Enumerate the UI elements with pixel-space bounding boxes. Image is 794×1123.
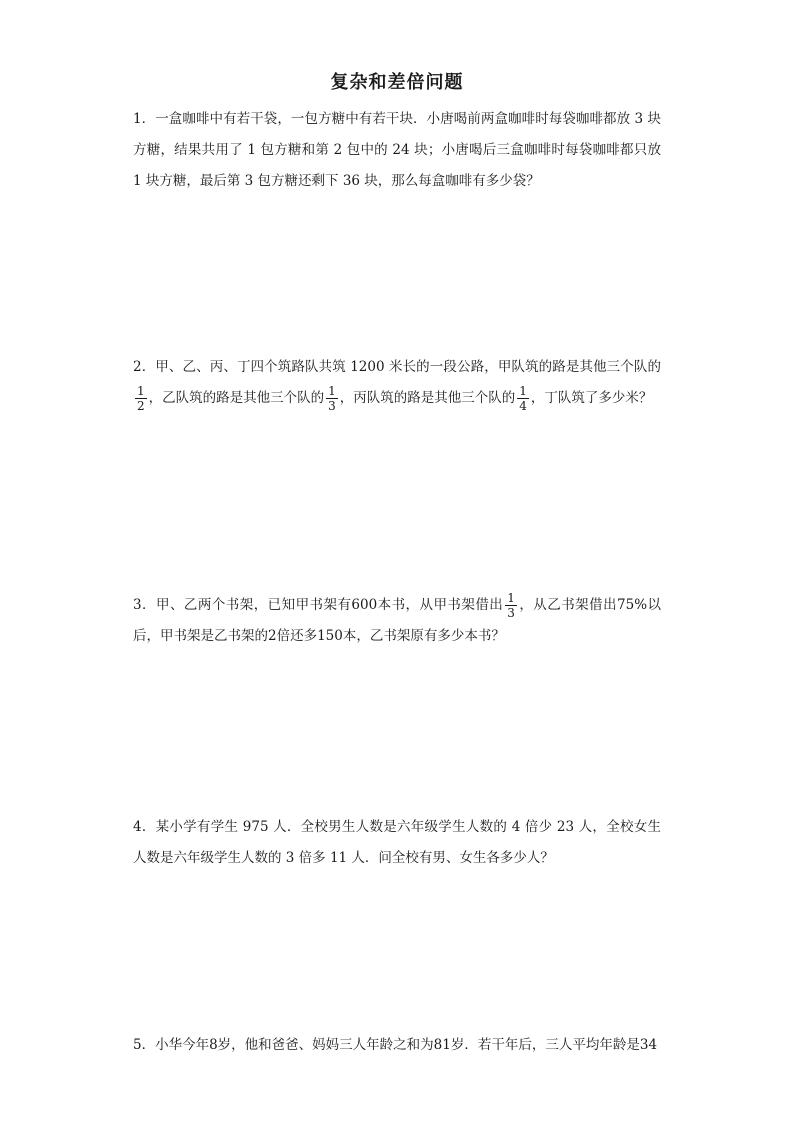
problem-5 <box>133 1030 661 1061</box>
fraction-one-third <box>505 591 517 620</box>
fraction-numerator: 1 <box>328 384 336 398</box>
problem-2-text-part-3: ，丙队筑的路是其他三个队的 <box>339 390 516 406</box>
problem-2 <box>133 352 661 414</box>
problem-4-text: 4．某小学有学生 975 人．全校男生人数是六年级学生人数的 4 倍少 23 人，全校女生人数是六年级学生人数的 3 倍多 11 人．问全校有男、女生各多少人？ <box>133 819 661 866</box>
fraction-numerator: 1 <box>137 384 145 398</box>
fraction-one-quarter <box>517 384 529 413</box>
problem-4 <box>133 812 661 874</box>
fraction-denominator: 3 <box>328 399 336 413</box>
fraction-numerator: 1 <box>507 591 515 605</box>
fraction-numerator: 1 <box>519 384 527 398</box>
problem-2-text-part-4: ，丁队筑了多少米？ <box>530 390 653 406</box>
fraction-one-half <box>135 384 147 413</box>
fraction-denominator: 3 <box>507 606 515 620</box>
problem-3 <box>133 590 661 652</box>
problem-1-text: 1．一盒咖啡中有若干袋，一包方糖中有若干块．小唐喝前两盒咖啡时每袋咖啡都放 3 块方糖，结果共用了 1 包方糖和第 2 包中的 24 块；小唐喝后三盒咖啡时每袋咖啡都只放 1 块方糖，最后第 3 包方糖还剩下 36 块，那么每盒咖啡有多少袋？ <box>133 111 661 189</box>
problem-1 <box>133 104 661 197</box>
problem-3-text-part-2: ，从乙书架借出75%以后，甲书架是乙书架的2倍还多150本，乙书架原有多少本书？ <box>133 597 661 644</box>
fraction-one-third <box>326 384 338 413</box>
fraction-denominator: 2 <box>137 399 145 413</box>
problem-3-text-part-1: 3．甲、乙两个书架，已知甲书架有600本书，从甲书架借出 <box>133 597 504 613</box>
problem-2-text-part-1: 2．甲、乙、丙、丁四个筑路队共筑 1200 米长的一段公路，甲队筑的路是其他三个队的 <box>133 359 661 375</box>
problem-2-text-part-2: ，乙队筑的路是其他三个队的 <box>148 390 325 406</box>
problem-5-text: 5．小华今年8岁，他和爸爸、妈妈三人年龄之和为81岁．若干年后，三人平均年龄是34 <box>133 1037 658 1053</box>
page-title: 复杂和差倍问题 <box>330 72 464 93</box>
fraction-denominator: 4 <box>519 399 527 413</box>
